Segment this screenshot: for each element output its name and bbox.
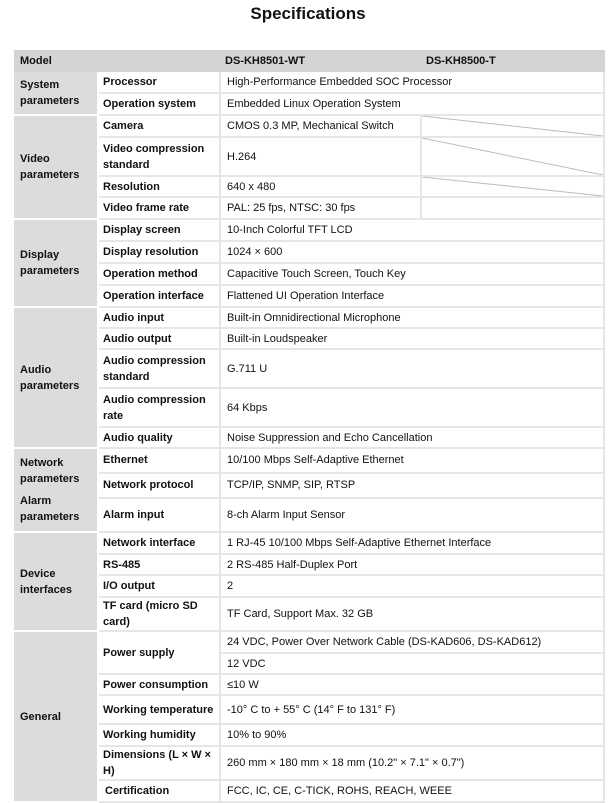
model-header: Model [15,51,220,71]
spec-value: 12 VDC [220,653,604,674]
spec-label: Working humidity [98,724,220,746]
spec-value: FCC, IC, CE, C-TICK, ROHS, REACH, WEEE [220,780,604,802]
spec-label: Display resolution [98,241,220,263]
model-col2: DS-KH8500-T [421,51,604,71]
spec-value: Flattened UI Operation Interface [220,285,604,307]
spec-label: Audio output [98,328,220,349]
spec-value: 640 x 480 [220,176,421,197]
table-row [15,695,604,724]
table-row [15,328,604,349]
spec-value: High-Performance Embedded SOC Processor [220,71,604,93]
table-row [15,448,604,473]
spec-label: Video compression standard [98,137,220,176]
table-row [15,554,604,575]
not-applicable-cell [421,115,604,137]
spec-value: PAL: 25 fps, NTSC: 30 fps [220,197,421,219]
spec-value: 8-ch Alarm Input Sensor [220,498,604,532]
spec-label: Power consumption [98,674,220,695]
spec-label: RS-485 [98,554,220,575]
table-row [15,71,604,93]
spec-label: Operation interface [98,285,220,307]
table-row [15,631,604,653]
spec-value: Capacitive Touch Screen, Touch Key [220,263,604,285]
spec-value: 64 Kbps [220,388,604,427]
spec-value: 24 VDC, Power Over Network Cable (DS-KAD606, DS-KAD612) [220,631,604,653]
spec-label: Network interface [98,532,220,554]
table-row [15,307,604,328]
category-video: Video parameters [15,115,98,219]
spec-label: Alarm input [98,498,220,532]
table-row [15,176,604,197]
spec-label: Audio compression standard [98,349,220,388]
spec-value: Noise Suppression and Echo Cancellation [220,427,604,448]
spec-label: Operation system [98,93,220,115]
spec-value: 10-Inch Colorful TFT LCD [220,219,604,241]
spec-value: TF Card, Support Max. 32 GB [220,597,604,631]
spec-label: Audio compression rate [98,388,220,427]
spec-value: 2 [220,575,604,597]
table-row [15,197,604,219]
table-row [15,263,604,285]
model-col1: DS-KH8501-WT [220,51,421,71]
spec-value: Built-in Loudspeaker [220,328,604,349]
category-general: General [15,631,98,802]
header-row [15,51,604,71]
category-system: System parameters [15,71,98,115]
spec-label: Audio quality [98,427,220,448]
table-row [15,532,604,554]
spec-value: 1024 × 600 [220,241,604,263]
spec-value: -10° C to + 55° C (14° F to 131° F) [220,695,604,724]
spec-label: Working temperature [98,695,220,724]
table-row [15,780,604,802]
category-network-alarm [15,448,98,532]
category-display: Display parameters [15,219,98,307]
page-title: Specifications [250,4,366,23]
table-row [15,597,604,631]
not-applicable-cell [421,137,604,176]
table-row [15,219,604,241]
not-applicable-cell [421,176,604,197]
spec-value: 10% to 90% [220,724,604,746]
spec-value: 2 RS-485 Half-Duplex Port [220,554,604,575]
table-row [15,388,604,427]
table-row [15,427,604,448]
spec-label: Camera [98,115,220,137]
spec-label: TF card (micro SD card) [98,597,220,631]
spec-label: Processor [98,71,220,93]
category-audio: Audio parameters [15,307,98,448]
spec-value: CMOS 0.3 MP, Mechanical Switch [220,115,421,137]
spec-value: 260 mm × 180 mm × 18 mm (10.2" × 7.1" × 0.7") [220,746,604,780]
table-row [15,473,604,498]
spec-value: TCP/IP, SNMP, SIP, RTSP [220,473,604,498]
spec-label: Operation method [98,263,220,285]
spec-label: Resolution [98,176,220,197]
spec-table [14,50,605,803]
spec-value: Built-in Omnidirectional Microphone [220,307,604,328]
table-row [15,241,604,263]
spec-value: 10/100 Mbps Self-Adaptive Ethernet [220,448,604,473]
table-row [15,575,604,597]
spec-label: I/O output [98,575,220,597]
spec-value: G.711 U [220,349,604,388]
category-device: Device interfaces [15,532,98,631]
empty-cell [421,197,604,219]
category-alarm: Alarm parameters [20,495,80,523]
spec-label: Certification [98,780,220,802]
spec-value: H.264 [220,137,421,176]
table-row [15,349,604,388]
spec-label: Network protocol [98,473,220,498]
spec-label: Video frame rate [98,197,220,219]
table-row [15,498,604,532]
table-row [15,115,604,137]
category-network: Network parameters [20,457,80,485]
table-row [15,746,604,780]
spec-value: ≤10 W [220,674,604,695]
table-row [15,674,604,695]
spec-value: 1 RJ-45 10/100 Mbps Self-Adaptive Ethernet Interface [220,532,604,554]
spec-label: Dimensions (L × W × H) [98,746,220,780]
table-row [15,137,604,176]
spec-label: Audio input [98,307,220,328]
table-row [15,724,604,746]
spec-value: Embedded Linux Operation System [220,93,604,115]
spec-label: Display screen [98,219,220,241]
spec-label: Ethernet [98,448,220,473]
table-row [15,285,604,307]
table-row [15,93,604,115]
spec-label: Power supply [98,631,220,674]
